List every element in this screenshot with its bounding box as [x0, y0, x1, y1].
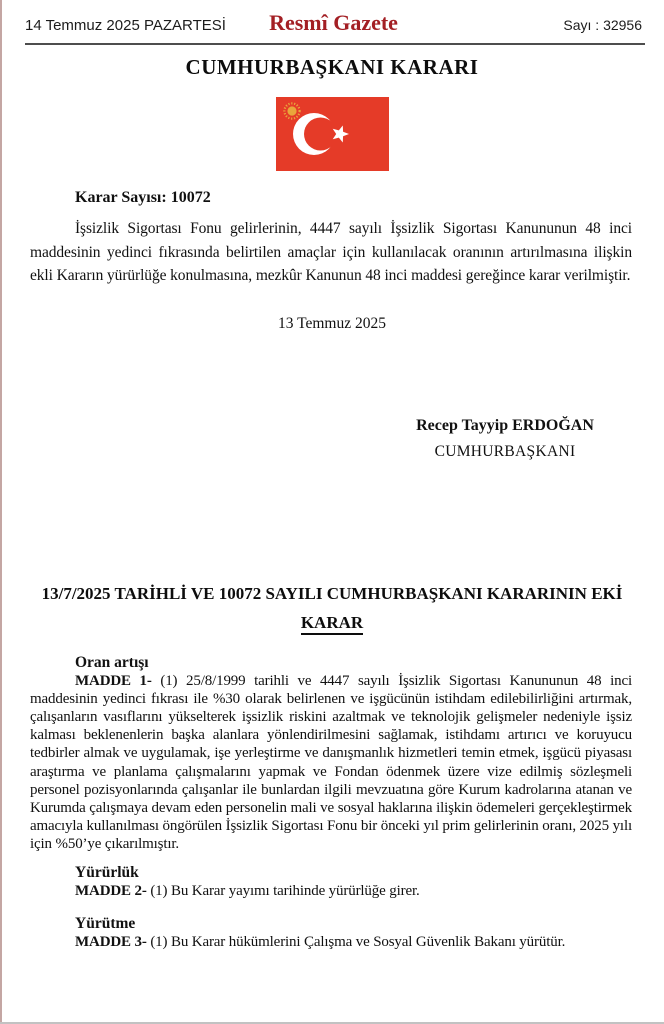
- article2-text: (1) Bu Karar yayımı tarihinde yürürlüğe girer.: [146, 882, 420, 899]
- article2-paragraph: [30, 882, 632, 901]
- header-rule: [25, 43, 645, 45]
- turkish-flag-image: [0, 97, 664, 171]
- annex-heading: [20, 579, 644, 637]
- signer-title: CUMHURBAŞKANI: [434, 442, 576, 460]
- header-issue-number: Sayı : 32956: [563, 17, 643, 33]
- article1-paragraph: [30, 672, 632, 854]
- article3-label: MADDE 3-: [75, 933, 147, 950]
- signer-name: Recep Tayyip ERDOĞAN: [416, 416, 594, 434]
- article1-heading: Oran artışı: [75, 653, 149, 671]
- decision-body-paragraph: İşsizlik Sigortası Fonu gelirlerinin, 4447 sayılı İşsizlik Sigortası Kanununun 48 inci maddesinin yedinci fıkrasında belirtilen amaçlar için kullanılacak oranının artırılmasına ilişkin ekli Kararın yürürlüğe konulmasına, mezkûr Kanunun 48 inci maddesi gereğince karar verilmiştir.: [30, 220, 632, 284]
- document-title: CUMHURBAŞKANI KARARI: [185, 55, 479, 79]
- annex-heading-line2: KARAR: [301, 613, 363, 635]
- header-date: 14 Temmuz 2025 PAZARTESİ: [25, 17, 226, 34]
- article3-heading: Yürütme: [75, 914, 136, 932]
- gazette-masthead: Resmî Gazete: [269, 10, 398, 35]
- article2-heading: Yürürlük: [75, 863, 139, 881]
- gazette-header: [0, 0, 664, 36]
- article3-text: (1) Bu Karar hükümlerini Çalışma ve Sosyal Güvenlik Bakanı yürütür.: [146, 933, 566, 950]
- signature-block: [375, 416, 635, 462]
- article2-label: MADDE 2-: [75, 882, 147, 899]
- article3-paragraph: [30, 933, 632, 952]
- article1-label: MADDE 1-: [75, 672, 152, 689]
- decision-date: 13 Temmuz 2025: [278, 314, 386, 332]
- annex-heading-line1: 13/7/2025 TARİHLİ VE 10072 SAYILI CUMHURBAŞKANI KARARININ EKİ: [41, 583, 623, 603]
- article1-text: (1) 25/8/1999 tarihli ve 4447 sayılı İşsizlik Sigortası Kanununun 48 inci maddesinin yedinci fıkrası ile %30 olarak belirlenen ve işgücünün istihdam edilebilirliğini artırmak, çalışanların vasıflarını yükselterek işsizlik riskini azaltmak ve teknolojik gelişmeler nedeniyle işsiz kalması beklenenlerin başka alanlara yönlendirilmesini sağlamak, istihdamı artırıcı ve koruyucu tedbirler almak ve uygulamak, işe yerleştirme ve danışmanlık hizmetleri temin etmek, işgücü piyasası araştırma ve planlama çalışmalarını yapmak ve Fondan ödenmek üzere vize edilmiş sözleşmeli personel pozisyonlarında çalışanlar ile bunlardan ilgili mevzuatına göre Kurum kadrolarına atanan ve Kurumda çalışmaya devam eden personelin mali ve sosyal haklarına ilişkin ödemeleri gerçekleştirmek amacıyla kullanılması öngörülen İşsizlik Sigortası Fonu bir önceki yıl prim gelirlerinin oranı, 2025 yılı için %50’ye çıkarılmıştır.: [30, 672, 632, 853]
- page-left-edge-line: [0, 0, 2, 1024]
- decision-number-line: Karar Sayısı: 10072: [75, 189, 211, 206]
